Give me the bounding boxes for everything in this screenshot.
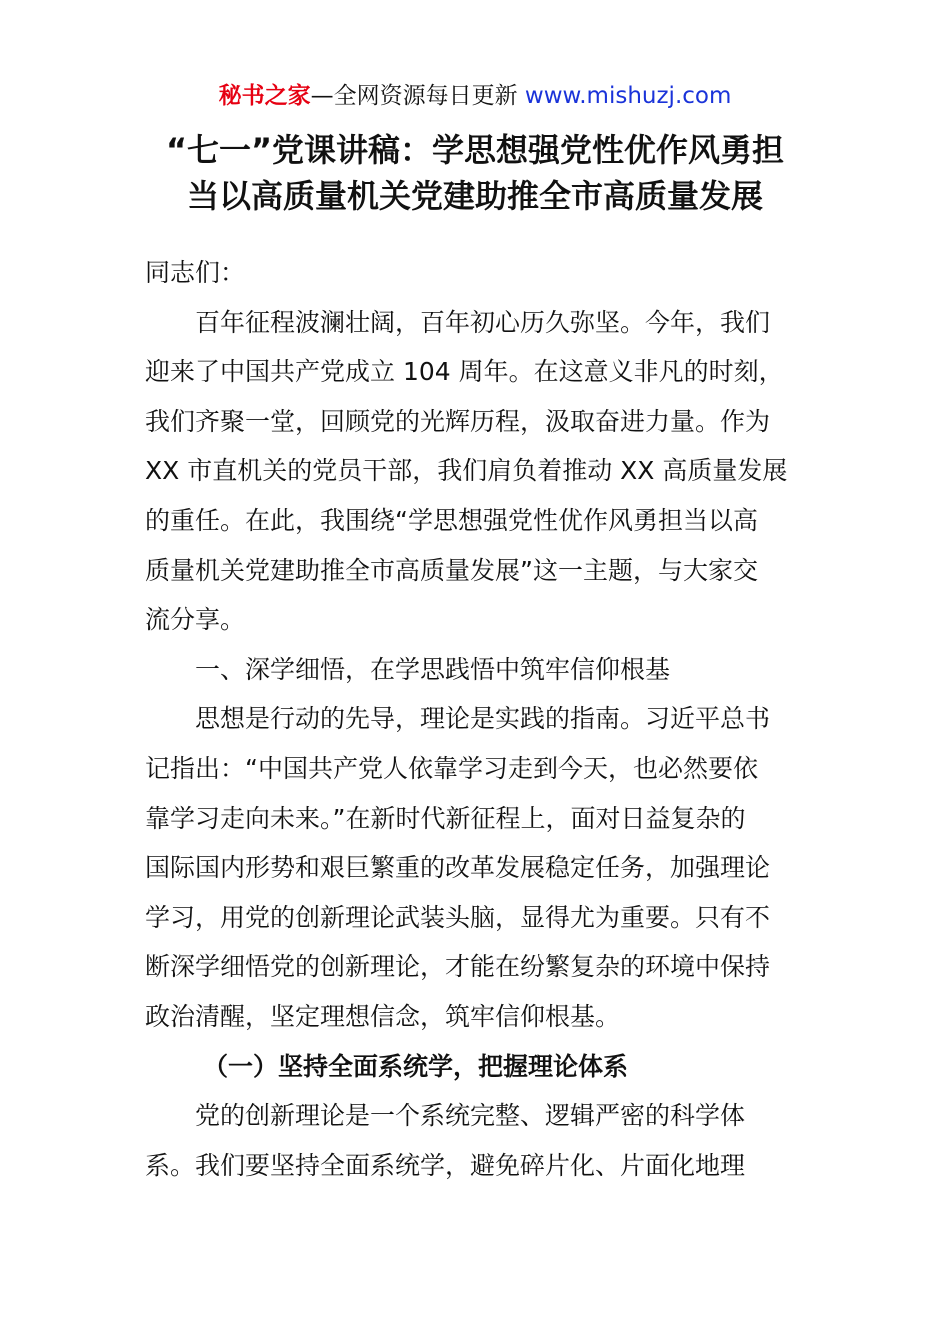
subsection-heading: （一）坚持全面系统学，把握理论体系 xyxy=(203,1051,629,1081)
paragraph-line: 政治清醒，坚定理想信念，筑牢信仰根基。 xyxy=(145,1001,621,1031)
paragraph-line: 记指出：“中国共产党人依靠学习走到今天，也必然要依 xyxy=(145,753,758,783)
document-title xyxy=(120,127,830,219)
paragraph-line: 思想是行动的先导，理论是实践的指南。习近平总书 xyxy=(195,704,771,734)
site-url-link[interactable]: www.mishuzj.com xyxy=(524,83,732,109)
paragraph-line: 的重任。在此，我围绕“学思想强党性优作风勇担当以高 xyxy=(145,505,758,535)
document-body xyxy=(145,248,810,1190)
paragraph-line: 靠学习走向未来。”在新时代新征程上，面对日益复杂的 xyxy=(145,803,746,833)
paragraph-line: 断深学细悟党的创新理论，才能在纷繁复杂的环境中保持 xyxy=(145,952,771,982)
paragraph-line: 百年征程波澜壮阔，百年初心历久弥坚。今年，我们 xyxy=(195,307,771,337)
site-brand: 秘书之家 xyxy=(218,83,311,109)
paragraph-line: XX 市直机关的党员干部，我们肩负着推动 XX 高质量发展 xyxy=(145,456,788,486)
paragraph-line: 系。我们要坚持全面系统学，避免碎片化、片面化地理 xyxy=(145,1150,746,1180)
paragraph-line: 我们齐聚一堂，回顾党的光辉历程，汲取奋进力量。作为 xyxy=(145,406,771,436)
paragraph-line: 国际国内形势和艰巨繁重的改革发展稳定任务，加强理论 xyxy=(145,853,771,883)
site-header xyxy=(0,80,950,112)
paragraph-line: 迎来了中国共产党成立 104 周年。在这意义非凡的时刻， xyxy=(145,357,784,387)
section-heading: 一、深学细悟，在学思践悟中筑牢信仰根基 xyxy=(195,654,671,684)
paragraph-line: 学习，用党的创新理论武装头脑，显得尤为重要。只有不 xyxy=(145,902,771,932)
site-tagline: —全网资源每日更新 xyxy=(310,83,518,109)
paragraph-line: 党的创新理论是一个系统完整、逻辑严密的科学体 xyxy=(195,1101,746,1131)
title-line: “七一”党课讲稿：学思想强党性优作风勇担 xyxy=(165,131,785,169)
paragraph-line: 流分享。 xyxy=(145,605,246,635)
paragraph-line: 质量机关党建助推全市高质量发展”这一主题，与大家交 xyxy=(145,555,758,585)
title-line: 当以高质量机关党建助推全市高质量发展 xyxy=(186,177,763,215)
salutation: 同志们： xyxy=(145,258,246,287)
